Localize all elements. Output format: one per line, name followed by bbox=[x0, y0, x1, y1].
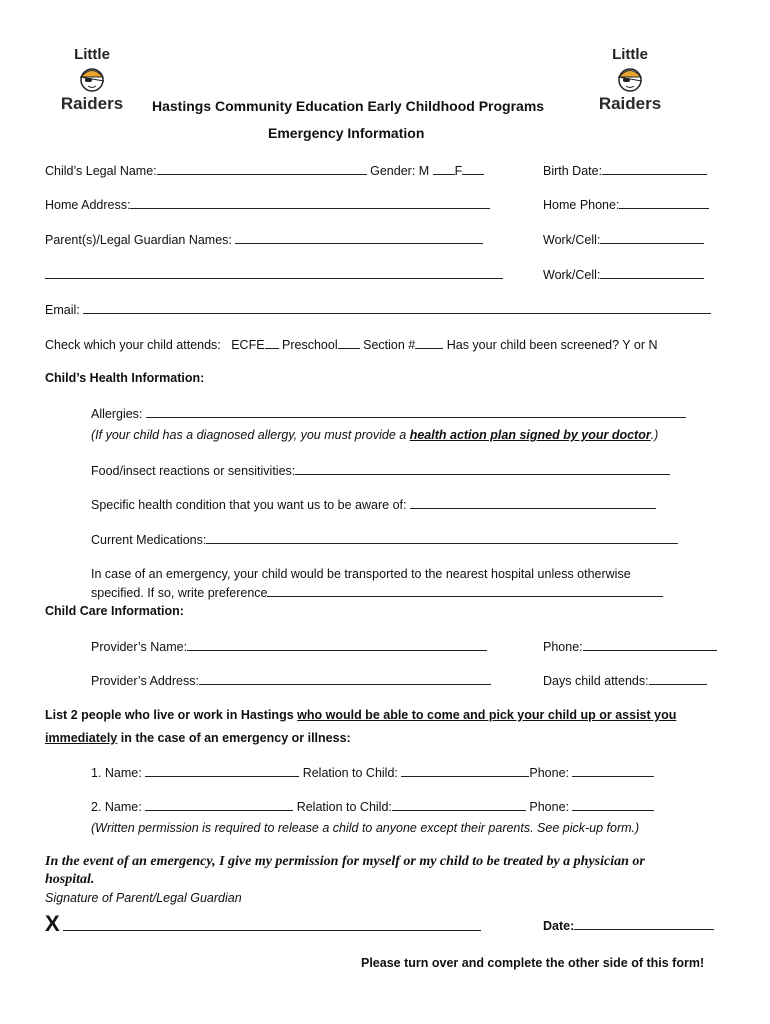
signature-blank[interactable] bbox=[63, 916, 481, 931]
date-label: Date: bbox=[543, 919, 575, 933]
medications-label: Current Medications: bbox=[91, 533, 207, 547]
pickup-person-2 bbox=[91, 798, 654, 815]
health-condition-label: Specific health condition that you want us to be aware of: bbox=[91, 498, 407, 512]
provider-phone-blank[interactable] bbox=[583, 638, 717, 651]
guardian-names-field-2[interactable] bbox=[45, 266, 503, 283]
health-condition-field[interactable] bbox=[91, 496, 656, 513]
page-subtitle: Emergency Information bbox=[268, 125, 425, 141]
guardian-names-label: Parent(s)/Legal Guardian Names: bbox=[45, 233, 232, 247]
ecfe-label: ECFE bbox=[231, 338, 265, 352]
allergy-note-pre: (If your child has a diagnosed allergy, you must provide a bbox=[91, 428, 410, 442]
pickup-2-relation-blank[interactable] bbox=[392, 798, 526, 811]
logo-text-little: Little bbox=[74, 46, 110, 63]
provider-address-label: Provider’s Address: bbox=[91, 674, 199, 688]
section-label: Section # bbox=[363, 338, 416, 352]
health-action-plan-link: health action plan signed by your doctor bbox=[409, 428, 651, 442]
food-reactions-blank[interactable] bbox=[295, 462, 670, 475]
email-blank[interactable] bbox=[83, 301, 711, 314]
legal-name-blank[interactable] bbox=[157, 162, 367, 175]
home-address-field[interactable] bbox=[45, 196, 490, 213]
section-blank[interactable] bbox=[415, 336, 443, 349]
pickup-heading-post: in the case of an emergency or illness: bbox=[117, 731, 351, 745]
guardian-names-blank[interactable] bbox=[235, 231, 483, 244]
home-phone-field[interactable] bbox=[543, 196, 709, 213]
pickup-2-name-label: 2. Name: bbox=[91, 800, 142, 814]
pickup-heading-line2 bbox=[45, 730, 351, 746]
gender-f-label: F bbox=[454, 164, 463, 178]
logo-text-raiders: Raiders bbox=[60, 94, 124, 113]
preschool-blank[interactable] bbox=[338, 336, 360, 349]
pickup-2-phone-blank[interactable] bbox=[572, 798, 654, 811]
work-cell-blank-2[interactable] bbox=[600, 266, 704, 279]
pickup-2-phone-label: Phone: bbox=[529, 800, 569, 814]
provider-name-field[interactable] bbox=[91, 638, 487, 655]
pickup-1-name-label: 1. Name: bbox=[91, 766, 142, 780]
allergy-note bbox=[91, 427, 658, 443]
pickup-heading-immediately: immediately bbox=[45, 731, 118, 745]
provider-name-blank[interactable] bbox=[187, 638, 487, 651]
email-field[interactable] bbox=[45, 301, 711, 318]
gender-f-blank[interactable] bbox=[462, 162, 484, 175]
date-field[interactable] bbox=[543, 917, 714, 934]
little-raiders-logo-left bbox=[52, 44, 132, 114]
pickup-2-relation-label: Relation to Child: bbox=[296, 800, 392, 814]
little-raiders-logo-right bbox=[590, 44, 670, 114]
provider-address-field[interactable] bbox=[91, 672, 491, 689]
allergies-label: Allergies: bbox=[91, 407, 143, 421]
preschool-label: Preschool bbox=[282, 338, 338, 352]
pickup-1-name-blank[interactable] bbox=[145, 764, 299, 777]
work-cell-label-1: Work/Cell: bbox=[543, 233, 601, 247]
allergy-note-post: .) bbox=[650, 428, 659, 442]
home-address-blank[interactable] bbox=[130, 196, 490, 209]
provider-address-blank[interactable] bbox=[199, 672, 491, 685]
health-condition-blank[interactable] bbox=[410, 496, 656, 509]
signature-field[interactable] bbox=[45, 912, 481, 939]
hospital-preference-label: specified. If so, write preference bbox=[91, 586, 268, 600]
legal-name-label: Child’s Legal Name: bbox=[45, 164, 157, 178]
signature-x-mark: X bbox=[45, 911, 60, 936]
hospital-preference-field[interactable] bbox=[91, 584, 663, 601]
legal-name-field[interactable] bbox=[45, 162, 484, 179]
provider-phone-field[interactable] bbox=[543, 638, 717, 655]
health-heading: Child’s Health Information: bbox=[45, 371, 205, 385]
attendance-row bbox=[45, 336, 658, 353]
screened-question: Has your child been screened? Y or N bbox=[446, 338, 658, 352]
email-label: Email: bbox=[45, 303, 80, 317]
food-reactions-label: Food/insect reactions or sensitivities: bbox=[91, 464, 296, 478]
logo-text-raiders: Raiders bbox=[598, 94, 662, 113]
pickup-permission-note: (Written permission is required to release a child to anyone except their parents. See pick-up form.) bbox=[91, 821, 640, 835]
allergies-field[interactable] bbox=[91, 405, 686, 422]
work-cell-field-2[interactable] bbox=[543, 266, 704, 283]
logo-text-little: Little bbox=[612, 46, 648, 63]
consent-text-line1: In the event of an emergency, I give my permission for myself or my child to be treated by a physician or bbox=[45, 854, 645, 869]
pickup-1-relation-label: Relation to Child: bbox=[302, 766, 398, 780]
home-address-label: Home Address: bbox=[45, 198, 131, 212]
medications-blank[interactable] bbox=[206, 531, 678, 544]
guardian-names-blank-2[interactable] bbox=[45, 266, 503, 279]
signature-label: Signature of Parent/Legal Guardian bbox=[45, 891, 242, 905]
days-attends-blank[interactable] bbox=[649, 672, 707, 685]
pickup-person-1 bbox=[91, 764, 654, 781]
provider-name-label: Provider’s Name: bbox=[91, 640, 188, 654]
pickup-heading-pre: List 2 people who live or work in Hastings bbox=[45, 708, 298, 722]
guardian-names-field[interactable] bbox=[45, 231, 483, 248]
home-phone-label: Home Phone: bbox=[543, 198, 620, 212]
page-title: Hastings Community Education Early Childhood Programs bbox=[152, 98, 545, 114]
childcare-heading: Child Care Information: bbox=[45, 604, 184, 618]
work-cell-field-1[interactable] bbox=[543, 231, 704, 248]
pickup-2-name-blank[interactable] bbox=[145, 798, 293, 811]
provider-phone-label: Phone: bbox=[543, 640, 583, 654]
work-cell-blank-1[interactable] bbox=[600, 231, 704, 244]
days-attends-field[interactable] bbox=[543, 672, 707, 689]
emergency-transport-text: In case of an emergency, your child would be transported to the nearest hospital unless otherwise bbox=[91, 567, 631, 581]
allergies-blank[interactable] bbox=[146, 405, 686, 418]
pickup-1-phone-label: Phone: bbox=[529, 766, 569, 780]
work-cell-label-2: Work/Cell: bbox=[543, 268, 601, 282]
home-phone-blank[interactable] bbox=[619, 196, 709, 209]
birth-date-field[interactable] bbox=[543, 162, 707, 179]
attends-label: Check which your child attends: bbox=[45, 338, 221, 352]
ecfe-blank[interactable] bbox=[265, 336, 279, 349]
birth-date-blank[interactable] bbox=[602, 162, 707, 175]
medications-field[interactable] bbox=[91, 531, 678, 548]
date-blank[interactable] bbox=[574, 917, 714, 930]
birth-date-label: Birth Date: bbox=[543, 164, 603, 178]
pickup-heading-underlined: who would be able to come and pick your child up or assist you bbox=[297, 708, 677, 722]
food-reactions-field[interactable] bbox=[91, 462, 670, 479]
pickup-1-phone-blank[interactable] bbox=[572, 764, 654, 777]
days-attends-label: Days child attends: bbox=[543, 674, 649, 688]
hospital-preference-blank[interactable] bbox=[267, 584, 663, 597]
consent-text-line2: hospital. bbox=[45, 872, 95, 887]
gender-m-blank[interactable] bbox=[433, 162, 455, 175]
gender-label: Gender: M bbox=[370, 164, 430, 178]
footer-note: Please turn over and complete the other side of this form! bbox=[361, 956, 705, 970]
pickup-heading bbox=[45, 707, 676, 723]
pickup-1-relation-blank[interactable] bbox=[401, 764, 529, 777]
